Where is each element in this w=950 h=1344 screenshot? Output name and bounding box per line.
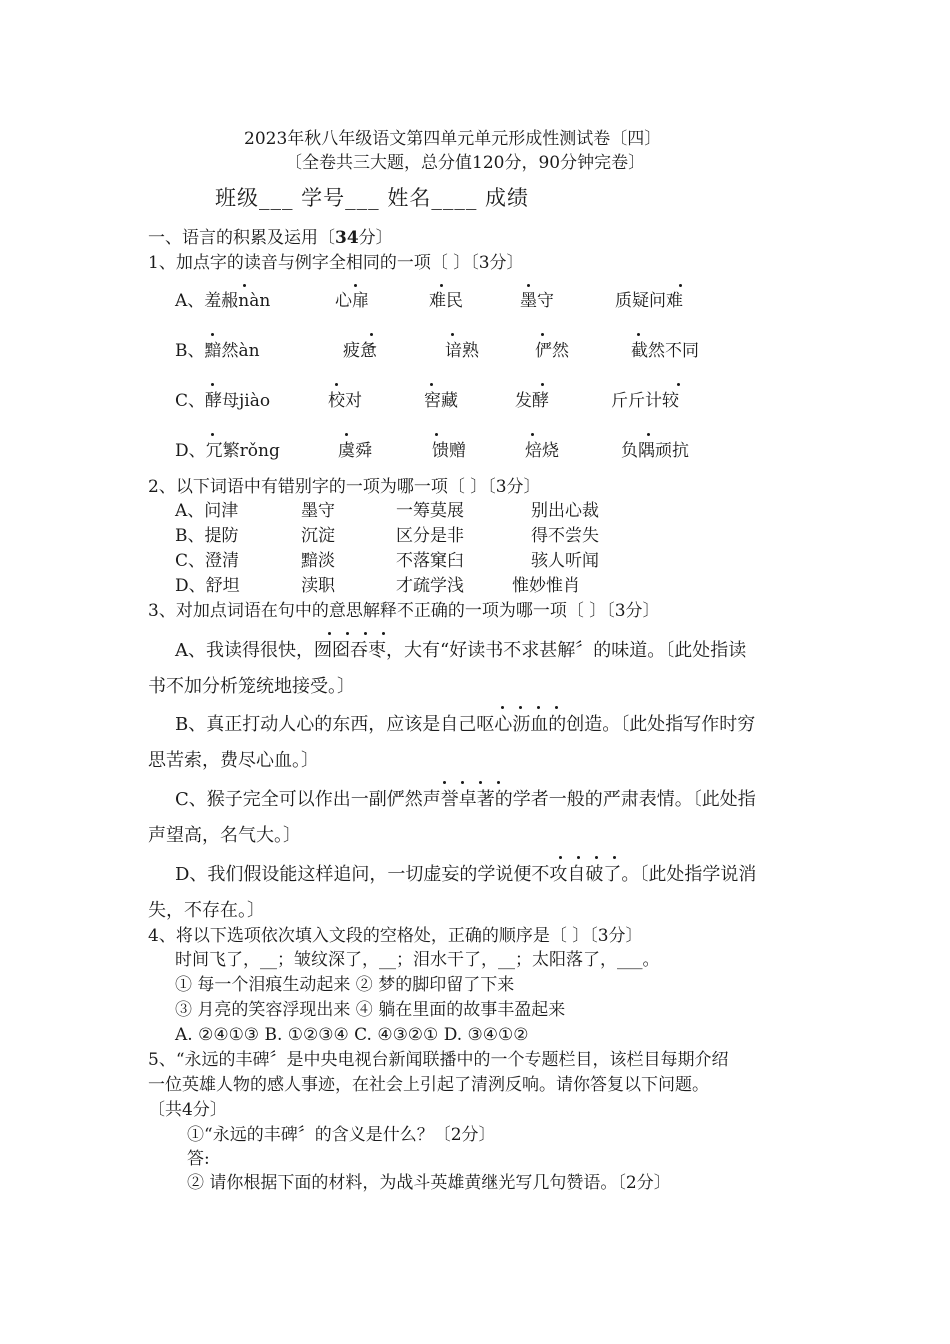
emphasis-dot: [647, 433, 650, 436]
q2-a-1: A、问津: [175, 501, 239, 521]
q1-c-5: 斤斤计较: [611, 391, 679, 411]
emphasis-dot: [497, 781, 500, 784]
q1-b-1: B、黯然àn: [175, 341, 260, 361]
emphasis-dot: [211, 333, 214, 336]
q4-answers: A. ②④①③ B. ①②③④ C. ④③②① D. ③④①②: [175, 1025, 529, 1045]
q5-answer-label: 答:: [187, 1149, 210, 1169]
q3-d-line2: 失，不存在。〕: [148, 900, 265, 921]
emphasis-dot: [613, 856, 616, 859]
q2-d-4: 惟妙惟肖: [512, 576, 580, 596]
q1-b-4: 俨然: [535, 341, 569, 361]
emphasis-dot: [559, 856, 562, 859]
q2-b-3: 区分是非: [396, 526, 464, 546]
q2-stem: 2、以下词语中有错别字的一项为哪一项〔 〕〔3分〕: [148, 477, 541, 497]
q1-c-4: 发酵: [515, 391, 549, 411]
emphasis-dot: [211, 383, 214, 386]
section-1-title-pre: 一、语言的积累及运用〔: [148, 228, 335, 248]
emphasis-dot: [479, 781, 482, 784]
q5-line3: 〔共4分〕: [148, 1100, 227, 1120]
emphasis-dot: [677, 383, 680, 386]
q5-line2: 一位英雄人物的感人事迹，在社会上引起了清洌反响。请你答复以下问题。: [148, 1075, 709, 1095]
q1-c-1: C、酵母jiào: [175, 391, 271, 411]
q1-d-5: 负隅顽抗: [621, 441, 689, 461]
q2-a-2: 墨守: [301, 501, 335, 521]
q1-b-3: 谙熟: [445, 341, 479, 361]
emphasis-dot: [328, 632, 331, 635]
q1-a-4: 墨守: [520, 291, 554, 311]
q3-b-line2: 思苦索，费尽心血。〕: [148, 750, 319, 771]
q1-c-2: 校对: [328, 391, 362, 411]
emphasis-dot: [519, 706, 522, 709]
q1-c-3: 窖藏: [424, 391, 458, 411]
q1-a-3: 难民: [429, 291, 463, 311]
q2-c-4: 骇人听闻: [531, 551, 599, 571]
q2-b-4: 得不尝失: [531, 526, 599, 546]
emphasis-dot: [501, 706, 504, 709]
emphasis-dot: [527, 284, 530, 287]
q3-b-line1: B、真正打动人心的东西，应该是自己呕心沥血的创造。〔此处指写作时穷: [175, 714, 756, 735]
emphasis-dot: [555, 706, 558, 709]
emphasis-dot: [443, 781, 446, 784]
q2-c-3: 不落窠臼: [396, 551, 464, 571]
emphasis-dot: [595, 856, 598, 859]
q2-a-3: 一筹莫展: [396, 501, 464, 521]
emphasis-dot: [335, 383, 338, 386]
emphasis-dot: [541, 333, 544, 336]
q1-a-2: 心扉: [335, 291, 369, 311]
q3-c-line2: 声望高，名气大。〕: [148, 825, 301, 846]
emphasis-dot: [382, 632, 385, 635]
exam-title: 2023年秋八年级语文第四单元单元形成性测试卷〔四〕: [244, 129, 662, 149]
emphasis-dot: [243, 284, 246, 287]
q1-a-1: A、羞赧nàn: [175, 291, 271, 311]
emphasis-dot: [440, 284, 443, 287]
q1-a-5: 质疑问难: [615, 291, 683, 311]
q2-d-1: D、舒坦: [175, 576, 240, 596]
q3-a-line2: 书不加分析笼统地接受。〕: [148, 676, 355, 697]
q3-stem: 3、对加点词语在句中的意思解释不正确的一项为哪一项〔 〕〔3分〕: [148, 601, 660, 621]
emphasis-dot: [430, 383, 433, 386]
q4-choices-1: ① 每一个泪痕生动起来 ② 梦的脚印留了下来: [175, 975, 515, 995]
q2-d-2: 渎职: [301, 576, 335, 596]
emphasis-dot: [541, 383, 544, 386]
q5-sub2: ② 请你根据下面的材料，为战斗英雄黄继光写几句赞语。〔2分〕: [187, 1173, 671, 1193]
q5-line1: 5、“永远的丰碑〞是中央电视台新闻联播中的一个专题栏目，该栏目每期介绍: [148, 1050, 729, 1070]
emphasis-dot: [211, 433, 214, 436]
q1-stem: 1、加点字的读音与例字全相同的一项〔 〕〔3分〕: [148, 253, 524, 273]
student-info-line: 班级___ 学号___ 姓名____ 成绩: [215, 186, 530, 210]
q2-b-1: B、提防: [175, 526, 239, 546]
q3-a-line1: A、我读得很快，囫囵吞枣，大有“好读书不求甚解〞的味道。〔此处指读: [175, 640, 747, 661]
q2-d-3: 才疏学浅: [396, 576, 464, 596]
emphasis-dot: [354, 284, 357, 287]
emphasis-dot: [537, 706, 540, 709]
section-1-title-post: 分〕: [358, 228, 393, 248]
emphasis-dot: [370, 333, 373, 336]
q2-c-1: C、澄清: [175, 551, 240, 571]
q2-b-2: 沉淀: [301, 526, 335, 546]
section-1-title: [148, 227, 393, 249]
q4-choices-2: ③ 月亮的笑容浮现出来 ④ 躺在里面的故事丰盈起来: [175, 1000, 566, 1020]
q5-sub1: ①“永远的丰碑〞的含义是什么？〔2分〕: [187, 1125, 496, 1145]
q4-passage: 时间飞了，__；皱纹深了，__；泪水干了，__；太阳落了，___。: [175, 950, 660, 970]
emphasis-dot: [435, 433, 438, 436]
emphasis-dot: [364, 632, 367, 635]
q2-options: [175, 500, 875, 600]
q2-a-4: 别出心裁: [531, 501, 599, 521]
emphasis-dot: [637, 333, 640, 336]
emphasis-dot: [577, 856, 580, 859]
emphasis-dot: [451, 333, 454, 336]
exam-subtitle: 〔全卷共三大题，总分值120分，90分钟完卷〕: [285, 153, 646, 173]
q1-d-4: 焙烧: [525, 441, 559, 461]
emphasis-dot: [346, 632, 349, 635]
emphasis-dot: [345, 433, 348, 436]
emphasis-dot: [461, 781, 464, 784]
section-1-score: 34: [335, 228, 359, 248]
q3-c-line1: C、猴子完全可以作出一副俨然声誉卓著的学者一般的严肃表情。〔此处指: [175, 789, 756, 810]
q4-stem: 4、将以下选项依次填入文段的空格处，正确的顺序是〔 〕〔3分〕: [148, 926, 643, 946]
q1-d-2: 虞舜: [338, 441, 372, 461]
q3-d-line1: D、我们假设能这样追问，一切虚妄的学说便不攻自破了。〔此处指学说消: [175, 864, 757, 885]
emphasis-dot: [679, 284, 682, 287]
q1-d-3: 馈赠: [432, 441, 466, 461]
q2-c-2: 黯淡: [301, 551, 335, 571]
q1-d-1: D、冗繁rǒng: [175, 441, 280, 461]
q1-b-2: 疲惫: [343, 341, 377, 361]
emphasis-dot: [531, 433, 534, 436]
q1-options: [175, 290, 875, 470]
q1-b-5: 截然不同: [631, 341, 699, 361]
